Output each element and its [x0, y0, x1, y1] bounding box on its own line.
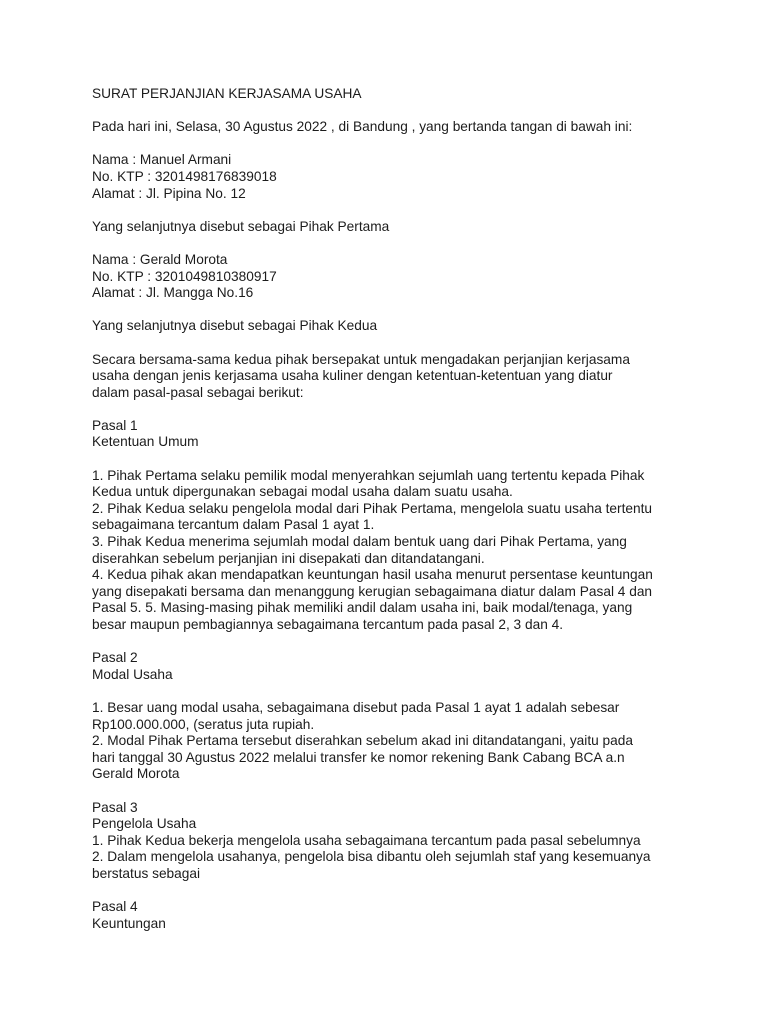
pasal3-line: 2. Dalam mengelola usahanya, pengelola bisa dibantu oleh sejumlah staf yang kesemuanya [92, 849, 651, 865]
pasal1-line: 2. Pihak Kedua selaku pengelola modal dari Pihak Pertama, mengelola suatu usaha tertentu [92, 500, 653, 516]
pasal2-line: hari tanggal 30 Agustus 2022 melalui transfer ke nomor rekening Bank Cabang BCA a.n [92, 749, 625, 765]
party1-designation: Yang selanjutnya disebut sebagai Pihak Pertama [92, 218, 390, 234]
pasal2-line: 2. Modal Pihak Pertama tersebut diserahkan sebelum akad ini ditandatangani, yaitu pada [92, 733, 633, 749]
pasal2-line: 1. Besar uang modal usaha, sebagaimana disebut pada Pasal 1 ayat 1 adalah sebesar [92, 699, 620, 715]
party1-nama: Nama : Manuel Armani [92, 152, 232, 168]
pasal4-heading: Keuntungan [92, 915, 166, 931]
pasal3-number: Pasal 3 [92, 799, 138, 815]
pasal3-line: berstatus sebagai [92, 865, 201, 881]
document-body [92, 86, 692, 949]
intro-line: usaha dengan jenis kerjasama usaha kuliner dengan ketentuan-ketentuan yang diatur [92, 368, 613, 384]
pasal1-heading: Ketentuan Umum [92, 434, 199, 450]
pasal1-line: yang disepakati bersama dan menanggung kerugian sebagaimana diatur dalam Pasal 4 dan [92, 583, 653, 599]
opening-statement: Pada hari ini, Selasa, 30 Agustus 2022 , di Bandung , yang bertanda tangan di bawah ini: [92, 119, 633, 135]
pasal3-section [92, 800, 692, 883]
party1-ktp: No. KTP : 3201498176839018 [92, 168, 277, 184]
pasal3-line: 1. Pihak Kedua bekerja mengelola usaha sebagaimana tercantum pada pasal sebelumnya [92, 832, 641, 848]
pasal2-heading: Modal Usaha [92, 666, 173, 682]
party2-alamat: Alamat : Jl. Mangga No.16 [92, 285, 254, 301]
intro-line: dalam pasal-pasal sebagai berikut: [92, 384, 304, 400]
pasal1-line: Kedua untuk dipergunakan sebagai modal usaha dalam suatu usaha. [92, 484, 513, 500]
pasal2-number: Pasal 2 [92, 650, 138, 666]
title-block [92, 86, 692, 103]
party2-designation: Yang selanjutnya disebut sebagai Pihak Kedua [92, 318, 378, 334]
pasal1-number: Pasal 1 [92, 417, 138, 433]
pasal1-line: sebagaimana tercantum dalam Pasal 1 ayat 1. [92, 517, 375, 533]
pasal2-line: Rp100.000.000, (seratus juta rupiah. [92, 716, 315, 732]
pasal2-header [92, 650, 692, 683]
intro-line: Secara bersama-sama kedua pihak bersepakat untuk mengadakan perjanjian kerjasama [92, 351, 630, 367]
document-title: SURAT PERJANJIAN KERJASAMA USAHA [92, 86, 362, 101]
pasal1-line: 1. Pihak Pertama selaku pemilik modal menyerahkan sejumlah uang tertentu kepada Pihak [92, 467, 645, 483]
party1-designation-block [92, 219, 692, 236]
party1-identity [92, 152, 692, 202]
pasal1-body [92, 468, 692, 634]
pasal1-line: diserahkan sebelum perjanjian ini disepakati dan ditandatangani. [92, 550, 485, 566]
pasal4-header [92, 899, 692, 932]
party2-ktp: No. KTP : 3201049810380917 [92, 268, 277, 284]
opening-block [92, 119, 692, 136]
party2-nama: Nama : Gerald Morota [92, 251, 228, 267]
pasal2-body [92, 700, 692, 783]
pasal2-line: Gerald Morota [92, 766, 180, 782]
pasal4-number: Pasal 4 [92, 899, 138, 915]
party2-identity [92, 252, 692, 302]
intro-paragraph [92, 352, 692, 402]
party1-alamat: Alamat : Jl. Pipina No. 12 [92, 185, 246, 201]
pasal1-line: 4. Kedua pihak akan mendapatkan keuntungan hasil usaha menurut persentase keuntungan [92, 567, 653, 583]
pasal3-heading: Pengelola Usaha [92, 816, 197, 832]
pasal1-header [92, 418, 692, 451]
pasal1-line: besar maupun pembagiannya sebagaimana tercantum pada pasal 2, 3 dan 4. [92, 617, 564, 632]
pasal1-line: 3. Pihak Kedua menerima sejumlah modal dalam bentuk uang dari Pihak Pertama, yang [92, 534, 627, 550]
party2-designation-block [92, 318, 692, 335]
pasal1-line: Pasal 5. 5. Masing-masing pihak memiliki andil dalam usaha ini, baik modal/tenaga, yang [92, 600, 633, 616]
